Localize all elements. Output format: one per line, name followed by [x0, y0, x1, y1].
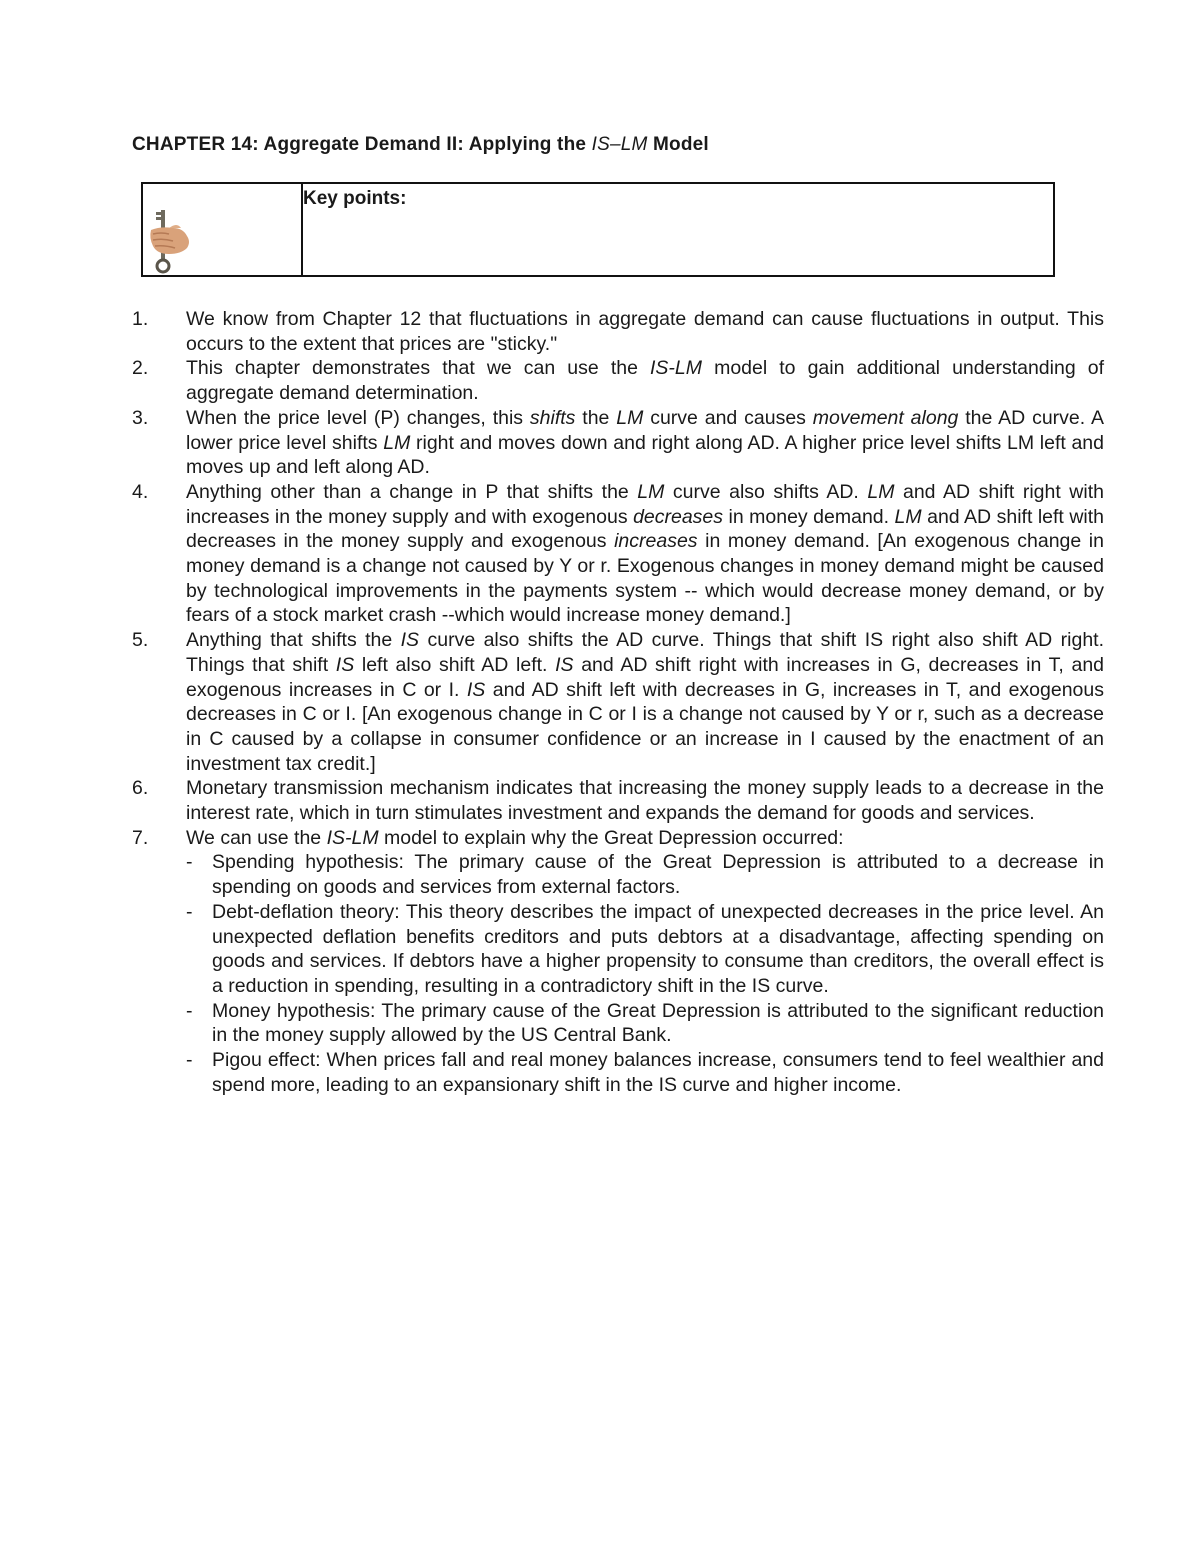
- text-segment: When the price level (P) changes, this: [186, 406, 530, 429]
- italic-text: decreases: [633, 505, 724, 528]
- text-segment: the AD curve. A lower price level shifts: [186, 406, 1104, 454]
- sub-list-item: [186, 999, 1104, 1048]
- italic-text: LM: [383, 431, 411, 454]
- list-item: [132, 628, 1104, 776]
- list-item-text: [186, 356, 1104, 405]
- text-segment: left also shift AD left.: [354, 653, 556, 676]
- italic-text: shifts: [529, 406, 576, 429]
- key-points-list: [132, 307, 1104, 1098]
- italic-text: increases: [614, 530, 698, 553]
- key-points-icon-cell: [143, 184, 303, 275]
- text-segment: model to explain why the Great Depression occurred:: [378, 826, 844, 849]
- italic-text: IS: [335, 653, 355, 676]
- dash-marker: -: [186, 851, 193, 874]
- dash-marker: -: [186, 900, 193, 923]
- hand-holding-key-icon: [147, 208, 197, 279]
- sub-list-item: [186, 900, 1104, 999]
- list-item: [132, 826, 1104, 1098]
- list-item-text: [186, 307, 1104, 356]
- title-suffix: Model: [647, 134, 709, 155]
- list-item: [132, 480, 1104, 628]
- list-item-number: 5.: [132, 629, 149, 652]
- text-segment: in money demand.: [723, 505, 895, 528]
- sub-list-item-text: Debt-deflation theory: This theory describes the impact of unexpected decreases in the price level. An unexpected deflation benefits creditors and puts debtors at a disadvantage, affecting spending on goods and services. If debtors have a higher propensity to consume than creditors, the overall effect is a reduction in spending, resulting in a contradictory shift in the IS curve.: [212, 900, 1104, 997]
- text-segment: This chapter demonstrates that we can use the: [186, 357, 650, 380]
- list-item-text: [186, 826, 1104, 1098]
- dash-marker: -: [186, 999, 193, 1022]
- text-segment: model to gain additional understanding of aggregate demand determination.: [186, 357, 1104, 405]
- text-segment: Monetary transmission mechanism indicates that increasing the money supply leads to a decrease in the interest rate, which in turn stimulates investment and expands the demand for goods and services.: [186, 777, 1104, 825]
- list-item-text: [186, 406, 1104, 480]
- italic-text: LM: [637, 480, 665, 503]
- list-item: [132, 356, 1104, 405]
- list-item: [132, 307, 1104, 356]
- text-segment: Anything that shifts the: [186, 629, 401, 652]
- italic-text: IS: [555, 653, 574, 676]
- text-segment: and AD shift left with decreases in G, increases in T, and exogenous decreases in C or I. [An exogenous change in C or I is a change not caused by Y or r, such as a decrease in C caused by a collapse in consumer confidence or an increase in I caused by the enactment of an investment tax credit.]: [186, 678, 1105, 775]
- text-segment: We can use the: [186, 826, 327, 849]
- title-prefix: CHAPTER 14: Aggregate Demand II: Applying the: [132, 134, 592, 155]
- text-segment: right and moves down and right along AD. A higher price level shifts LM left and moves up and left along AD.: [186, 431, 1104, 479]
- italic-text: LM: [894, 505, 922, 528]
- text-segment: curve and causes: [643, 406, 813, 429]
- sub-list-item-text: Money hypothesis: The primary cause of the Great Depression is attributed to the significant reduction in the money supply allowed by the US Central Bank.: [212, 999, 1104, 1047]
- list-item: [132, 406, 1104, 480]
- list-item-text: [186, 628, 1104, 776]
- text-segment: in money demand. [An exogenous change in money demand is a change not caused by Y or r. Exogenous changes in money demand might be caused by technological improvements in the payments system -- which would decrease money demand, or by fears of a stock market crash --which would increase money demand.]: [186, 530, 1104, 627]
- sub-list-item: [186, 850, 1104, 899]
- italic-text: LM: [616, 406, 644, 429]
- key-points-box: [141, 182, 1055, 277]
- list-item: [132, 776, 1104, 825]
- text-segment: curve also shifts AD.: [664, 480, 868, 503]
- italic-text: IS-LM: [326, 826, 379, 849]
- list-item-text: [186, 776, 1104, 825]
- list-item-number: 4.: [132, 480, 149, 503]
- dash-marker: -: [186, 1049, 193, 1072]
- italic-text: IS: [466, 678, 486, 701]
- key-points-label: Key points:: [303, 188, 407, 209]
- text-segment: the: [575, 406, 617, 429]
- italic-text: LM: [867, 480, 895, 503]
- list-item-number: 6.: [132, 777, 149, 800]
- list-item-number: 1.: [132, 308, 149, 330]
- sub-list-item-text: Spending hypothesis: The primary cause of the Great Depression is attributed to a decrease in spending on goods and services from external factors.: [212, 851, 1104, 899]
- italic-text: IS-LM: [650, 357, 703, 380]
- list-item-number: 7.: [132, 826, 149, 849]
- text-segment: curve also shifts the AD curve. Things that shift IS right also shift AD right. Things that shift: [186, 629, 1104, 676]
- sub-list-item-text: Pigou effect: When prices fall and real money balances increase, consumers tend to feel wealthier and spend more, leading to an expansionary shift in the IS curve and higher income.: [212, 1049, 1104, 1096]
- italic-text: movement along: [812, 406, 959, 429]
- text-segment: and AD shift right with increases in the money supply and with exogenous: [186, 480, 1104, 528]
- list-item-text: [186, 480, 1104, 628]
- list-item-number: 3.: [132, 406, 149, 429]
- italic-text: IS: [400, 629, 420, 652]
- list-item-number: 2.: [132, 357, 149, 380]
- text-segment: and AD shift left with decreases in the money supply and exogenous: [186, 505, 1104, 553]
- title-italic: IS–LM: [591, 134, 648, 155]
- sub-list-item: [186, 1048, 1104, 1097]
- text-segment: and AD shift right with increases in G, decreases in T, and exogenous increases in C or I.: [186, 653, 1105, 701]
- text-segment: We know from Chapter 12 that fluctuations in aggregate demand can cause fluctuations in output. This occurs to the extent that prices are "sticky.": [186, 308, 1104, 355]
- text-segment: Anything other than a change in P that shifts the: [186, 480, 638, 503]
- page-title: [132, 134, 709, 156]
